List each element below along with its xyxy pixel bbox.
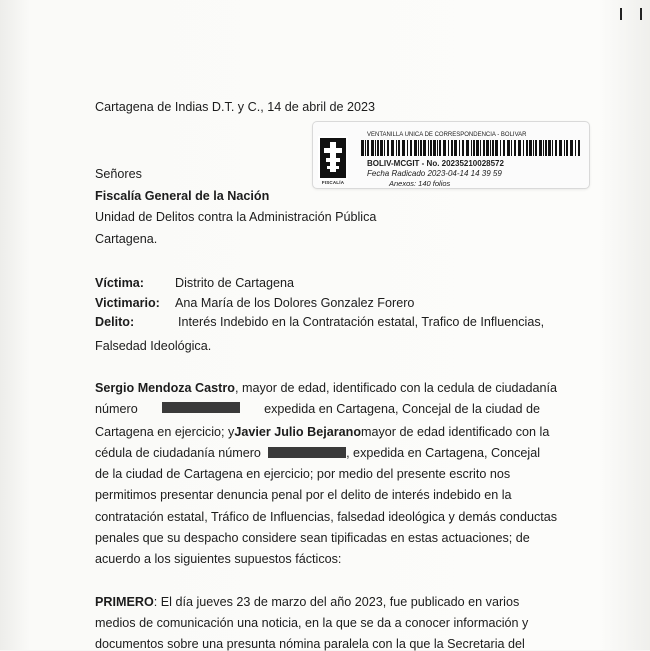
section-label: PRIMERO — [95, 595, 154, 609]
paragraph-line: contratación estatal, Tráfico de Influencias, falsedad ideológica y demás conductas — [95, 510, 558, 524]
complainant-name: Javier Julio Bejarano — [234, 425, 362, 439]
radicado-number: BOLIV-MCGIT - No. 20235210028572 — [367, 159, 504, 168]
filing-stamp — [313, 122, 589, 188]
paragraph-line: documentos sobre una presunta nómina paralela con la que la Secretaria del — [95, 637, 525, 651]
victim-label: Víctima: — [95, 276, 144, 290]
scan-edge-mark — [620, 8, 622, 20]
paragraph-line: penales que su despacho considere sean tipificadas en estas actuaciones; de — [95, 531, 530, 545]
recipient-entity: Fiscalía General de la Nación — [95, 189, 270, 203]
stamp-window-line: VENTANILLA UNICA DE CORRESPONDENCIA - BOLIVAR — [367, 132, 527, 138]
recipient-city: Cartagena. — [95, 232, 158, 246]
offense-label: Delito: — [95, 315, 135, 329]
victim-value: Distrito de Cartagena — [175, 276, 295, 290]
date-line: Cartagena de Indias D.T. y C., 14 de abril de 2023 — [95, 100, 376, 114]
paragraph-line: acuerdo a los siguientes supuestos fácticos: — [95, 552, 342, 566]
victim-field — [95, 276, 295, 290]
offense-field — [95, 315, 545, 329]
offense-value-cont: Falsedad Ideológica. — [95, 339, 212, 353]
redacted-id-number — [268, 447, 346, 458]
logo-label: FISCALÍA — [321, 180, 345, 185]
perpetrator-value: Ana María de los Dolores Gonzalez Forero — [175, 296, 415, 310]
radicado-date: Fecha Radicado 2023-04-14 14 39 59 — [367, 169, 502, 178]
paragraph-line: PRIMERO: El día jueves 23 de marzo del año 2023, fue publicado en varios — [95, 595, 520, 609]
offense-value: Interés Indebido en la Contratación estatal, Trafico de Influencias, — [178, 315, 545, 329]
fiscalia-logo-icon — [318, 136, 348, 180]
scan-edge-mark — [640, 8, 642, 20]
paragraph-line: permitimos presentar denuncia penal por el delito de interés indebido en la — [95, 488, 512, 502]
complainant-name: Sergio Mendoza Castro — [95, 381, 235, 395]
paragraph-line: cédula de ciudadanía número , expedida en Cartagena, Concejal — [95, 446, 540, 460]
paragraph-line: Cartagena en ejercicio; y Javier Julio Bejarano mayor de edad identificado con la — [95, 425, 550, 439]
annexes-count: Anexos: 140 folios — [389, 179, 451, 188]
redacted-id-number — [162, 402, 240, 413]
recipient-unit: Unidad de Delitos contra la Administración Pública — [95, 210, 377, 224]
paragraph-line: medios de comunicación una noticia, en la que se da a conocer información y — [95, 616, 529, 630]
perpetrator-field — [95, 296, 415, 310]
paragraph-line: de la ciudad de Cartagena en ejercicio; por medio del presente escrito nos — [95, 467, 511, 481]
salutation: Señores — [95, 167, 142, 181]
perpetrator-label: Victimario: — [95, 296, 160, 310]
barcode — [359, 140, 583, 156]
paragraph-line: Sergio Mendoza Castro, mayor de edad, identificado con la cedula de ciudadanía — [95, 381, 558, 395]
paragraph-line: número expedida en Cartagena, Concejal de la ciudad de — [95, 402, 540, 416]
